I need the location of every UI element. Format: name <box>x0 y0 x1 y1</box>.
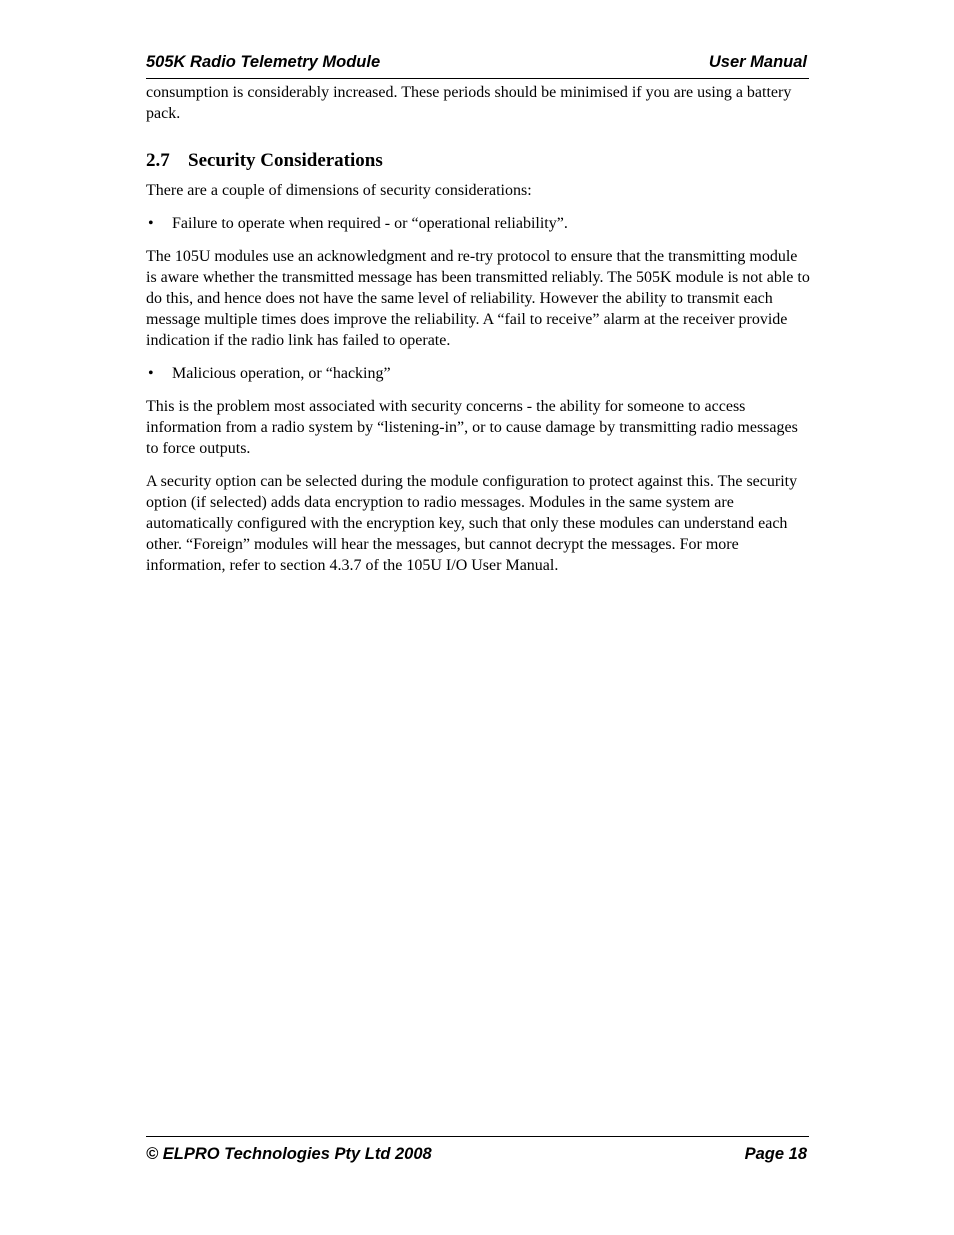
section-heading <box>146 149 810 173</box>
continued-paragraph: consumption is considerably increased. These periods should be minimised if you are using a battery pack. <box>146 84 792 122</box>
bullet-item <box>146 363 810 384</box>
section-number: 2.7 <box>146 150 170 171</box>
page-number: Page 18 <box>744 1145 807 1163</box>
bullet-text: Failure to operate when required - or “operational reliability”. <box>172 215 568 232</box>
running-footer <box>146 1136 809 1169</box>
document-title: 505K Radio Telemetry Module <box>146 53 381 71</box>
bullet-icon: • <box>148 365 154 382</box>
bullet-icon: • <box>148 215 154 232</box>
paragraph-hacking: This is the problem most associated with security concerns - the ability for someone to access information from a radio system by “listening-in”, or to cause damage by transmitting radio messages to force outputs. <box>146 398 798 457</box>
document-type: User Manual <box>708 53 807 71</box>
bullet-item <box>146 213 810 234</box>
paragraph-encryption: A security option can be selected during the module configuration to protect against this. The security option (if selected) adds data encryption to radio messages. Modules in the same system are automatically configured with the encryption key, such that only these modules can understand each other. “Foreign” modules will hear the messages, but cannot decrypt the messages. For more information, refer to section 4.3.7 of the 105U I/O User Manual. <box>146 473 798 574</box>
copyright-notice: © ELPRO Technologies Pty Ltd 2008 <box>146 1145 432 1163</box>
page-body <box>146 82 810 588</box>
paragraph-reliability: The 105U modules use an acknowledgment and re-try protocol to ensure that the transmitting module is aware whether the transmitted message has been transmitted reliably. The 505K module is not able to do this, and hence does not have the same level of reliability. However the ability to transmit each message multiple times does improve the reliability. A “fail to receive” alarm at the receiver provide indication if the radio link has failed to operate. <box>146 248 810 349</box>
section-title: Security Considerations <box>188 150 383 171</box>
running-header <box>146 52 809 79</box>
bullet-text: Malicious operation, or “hacking” <box>172 365 391 382</box>
intro-paragraph: There are a couple of dimensions of security considerations: <box>146 182 532 199</box>
